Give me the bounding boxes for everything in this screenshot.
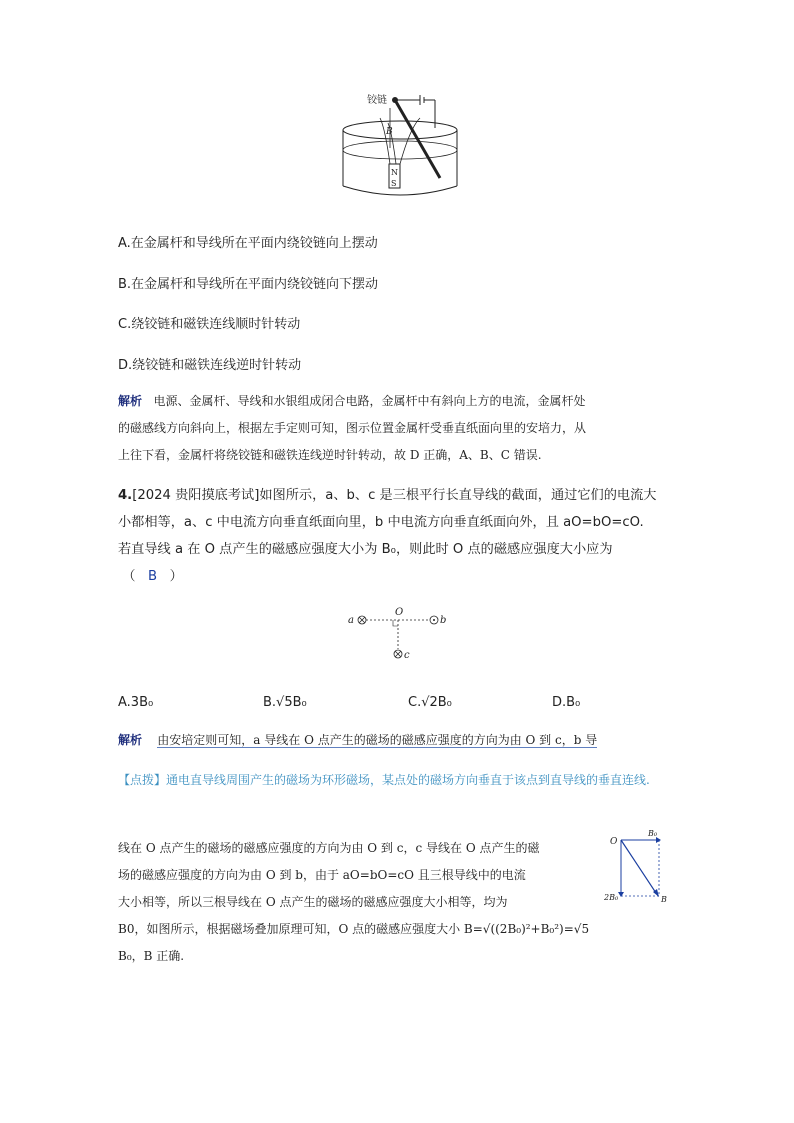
explanation-line: 大小相等，所以三根导线在 O 点产生的磁场的磁感应强度大小相等，均为 — [118, 895, 508, 909]
explanation-line: 线在 O 点产生的磁场的磁感应强度的方向为由 O 到 c，c 导线在 O 点产生的磁 — [118, 841, 540, 855]
choice-b: B.√5B₀ — [263, 695, 307, 710]
magnet-south-label: S — [391, 179, 397, 188]
explanation-label: 解析 — [118, 394, 143, 408]
explanation-q4-first — [118, 727, 698, 754]
question-line: 若直导线 a 在 O 点产生的磁感应强度大小为 B₀，则此时 O 点的磁感应强度大小应为 — [118, 542, 613, 557]
choice-c: C.√2B₀ — [408, 695, 452, 710]
vec-label-o: O — [610, 837, 618, 847]
question-number: 4. — [118, 488, 133, 503]
explanation-label: 解析 — [118, 733, 143, 747]
explanation-q4-body — [118, 835, 608, 970]
label-b: b — [440, 615, 447, 626]
vec-label-b: B — [661, 895, 667, 904]
question-line: [2024 贵阳摸底考试]如图所示，a、b、c 是三根平行长直导线的截面，通过它们的电流大 — [132, 488, 657, 503]
label-a: a — [348, 615, 354, 626]
explanation-line: 场的磁感应强度的方向为由 O 到 b，由于 aO=bO=cO 且三根导线中的电流 — [118, 868, 526, 882]
label-c: c — [404, 650, 410, 661]
option-d: D.绕铰链和磁铁连线逆时针转动 — [118, 358, 302, 373]
answer-slot: （ B ） — [122, 569, 183, 584]
magnet-north-label: N — [391, 168, 398, 177]
label-o: O — [395, 607, 404, 618]
explanation-line: 的磁感线方向斜向上，根据左手定则可知，图示位置金属杆受垂直纸面向里的安培力，从 — [118, 421, 587, 435]
answer-value: B — [147, 569, 158, 584]
explanation-line: B0，如图所示，根据磁场叠加原理可知，O 点的磁感应强度大小 B=√((2B₀)²+B₀²)=√5 — [118, 922, 590, 936]
explanation-line: 由安培定则可知，a 导线在 O 点产生的磁场的磁感应强度的方向为由 O 到 c，b 导 — [157, 733, 598, 747]
explanation-q3 — [118, 388, 678, 469]
choice-d: D.B₀ — [552, 695, 581, 710]
vec-label-b0: B₀ — [648, 829, 658, 838]
vector-figure — [604, 826, 674, 906]
apparatus-figure — [330, 88, 470, 200]
explanation-line: 电源、金属杆、导线和水银组成闭合电路，金属杆中有斜向上方的电流，金属杆处 — [153, 394, 586, 408]
option-c: C.绕铰链和磁铁连线顺时针转动 — [118, 317, 301, 332]
question-4 — [118, 482, 698, 590]
hinge-label: 铰链 — [367, 95, 387, 106]
field-label: B — [386, 127, 393, 137]
option-a: A.在金属杆和导线所在平面内绕铰链向上摆动 — [118, 236, 378, 251]
tip-note: 【点拨】通电直导线周围产生的磁场为环形磁场，某点处的磁场方向垂直于该点到直导线的垂直连线. — [118, 773, 650, 787]
question-line: 小都相等，a、c 中电流方向垂直纸面向里，b 中电流方向垂直纸面向外，且 aO=bO=cO. — [118, 515, 644, 530]
choice-a: A.3B₀ — [118, 695, 154, 710]
choices-row — [0, 695, 794, 715]
wire-figure — [340, 605, 460, 665]
vec-label-2b0: 2B₀ — [604, 893, 619, 902]
explanation-line: B₀，B 正确. — [118, 949, 185, 963]
explanation-line: 上往下看，金属杆将绕铰链和磁铁连线逆时针转动，故 D 正确，A、B、C 错误. — [118, 448, 542, 462]
option-b: B.在金属杆和导线所在平面内绕铰链向下摆动 — [118, 277, 379, 292]
